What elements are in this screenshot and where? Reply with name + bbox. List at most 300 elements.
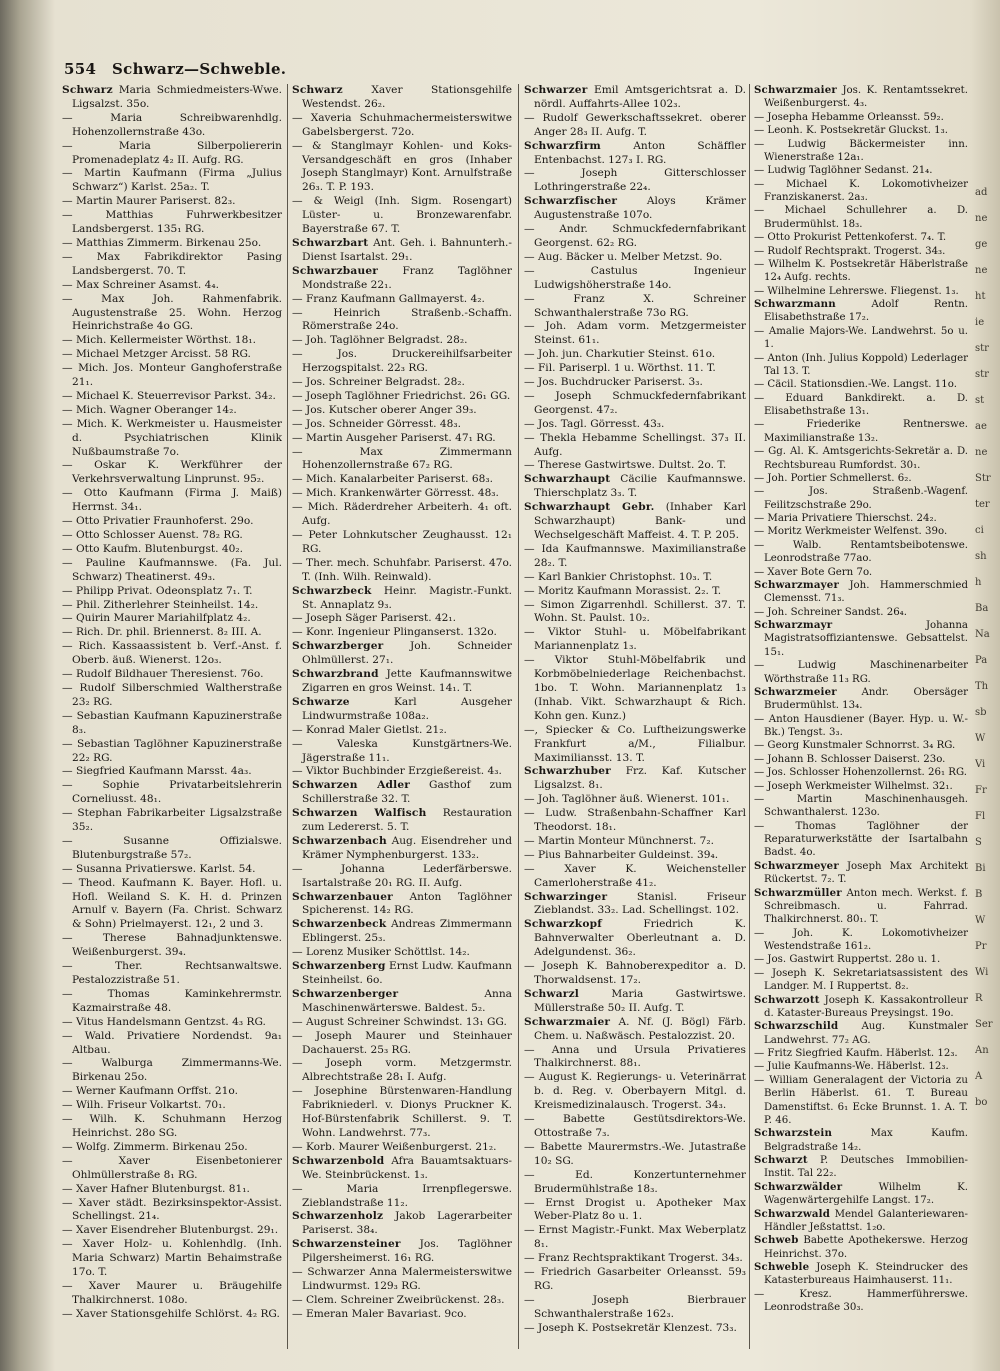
- directory-entry: [754, 445, 968, 472]
- directory-entry: [754, 860, 968, 887]
- directory-entry: [524, 362, 746, 376]
- column-divider: [518, 84, 519, 1349]
- directory-entry: [62, 932, 282, 960]
- directory-entry: [524, 891, 746, 919]
- directory-entry: [754, 1074, 968, 1128]
- entry-text: — Viktor Stuhl-Möbelfabrik und Korbmöbelniederlage Reichenbachst. 1bo. T. Wohn. Mariannenplatz 1₃ (Inhab. Vikt. Schwarzhaupt & Rich. Kohn gen. Kunz.): [524, 654, 746, 722]
- directory-entry: [754, 1020, 968, 1047]
- entry-text: — Jos. Tagl. Görresst. 43₃.: [524, 417, 665, 430]
- entry-text: — Otto Prokurist Pettenkoferst. 7₄. T.: [754, 232, 947, 244]
- edge-fragment: ge: [975, 239, 988, 250]
- entry-text: — Ther. Rechtsanwaltswe. Pestalozzistraße 51.: [62, 960, 282, 986]
- directory-entry: [62, 779, 282, 807]
- entry-text: — Otto Kaufm. Blutenburgst. 40₂.: [62, 542, 243, 555]
- directory-entry: [524, 112, 746, 140]
- edge-fragment: Vi: [975, 759, 986, 770]
- entry-text: Joseph K. Kassakontrolleur d. Kataster-Bureaus Preysingst. 19o.: [764, 994, 968, 1019]
- entry-text: Anton Schäffler Entenbachst. 127₃ I. RG.: [534, 139, 746, 166]
- directory-entry: [292, 112, 512, 140]
- entry-text: — Fritz Siegfried Kaufm. Häberlst. 12₃.: [754, 1048, 958, 1059]
- directory-entry: [754, 766, 968, 779]
- entry-text: — Rich. Dr. phil. Briennerst. 8₂ III. A.: [62, 626, 262, 639]
- entry-text: Anna Maschinenwärterswe. Baldest. 5₂.: [302, 987, 512, 1014]
- entry-text: — Joseph Schmuckfedernfabrikant Georgenst. 47₂.: [524, 389, 746, 416]
- entry-text: — Otto Privatier Fraunhoferst. 29o.: [62, 515, 254, 528]
- entry-text: — Emeran Maler Bavariast. 9co.: [292, 1307, 467, 1320]
- directory-column-1: [62, 84, 282, 1354]
- entry-text: — Viktor Buchbinder Erzgießereist. 4₃.: [292, 765, 502, 778]
- entry-text: — Viktor Stuhl- u. Möbelfabrikant Mariannenplatz 1₃.: [524, 626, 746, 653]
- directory-entry: [62, 988, 282, 1016]
- entry-text: — Wilhelmine Lehrerswe. Fliegenst. 1₃.: [754, 285, 959, 297]
- directory-entry: [754, 780, 968, 793]
- directory-entry: [524, 376, 746, 390]
- edge-fragment: Bi: [975, 863, 986, 874]
- directory-entry: [62, 1224, 282, 1238]
- directory-entry: [524, 293, 746, 321]
- entry-text: — Joh. K. Lokomotivheizer Westendstraße 161₂.: [754, 927, 968, 952]
- entry-text: — Ludw. Straßenbahn-Schaffner Karl Theodorst. 18₁.: [524, 807, 746, 834]
- directory-entry: [524, 1294, 746, 1322]
- entry-text: Jos. Taglöhner Pilgersheimerst. 16₁ RG.: [302, 1238, 512, 1265]
- entry-text: — Wilh. Friseur Volkartst. 70₁.: [62, 1099, 226, 1112]
- directory-entry: [524, 960, 746, 988]
- edge-fragment: Str: [975, 473, 991, 484]
- entry-text: — Siegfried Kaufmann Marsst. 4a₃.: [62, 765, 252, 778]
- entry-text: Anton Taglöhner Spicherenst. 14₂ RG.: [302, 890, 512, 917]
- directory-entry: [524, 724, 746, 766]
- directory-entry: [62, 863, 282, 877]
- directory-entry: [524, 84, 746, 112]
- directory-entry: [292, 418, 512, 432]
- entry-text: — Rich. Kassaassistent b. Verf.-Anst. f. Oberb. äuß. Wienerst. 12o₃.: [62, 640, 282, 667]
- entry-text: — Ernst Magistr.-Funkt. Max Weberplatz 8₁.: [524, 1224, 746, 1251]
- directory-entry: [292, 140, 512, 196]
- entry-text: — Sebastian Taglöhner Kapuzinerstraße 22₂ RG.: [62, 737, 282, 764]
- entry-text: — Gg. Al. K. Amtsgerichts-Sekretär a. D. Rechtsbureau Rumfordst. 30₁.: [754, 446, 968, 471]
- entry-surname: Schwarzt: [754, 1154, 808, 1166]
- directory-entry: [292, 891, 512, 919]
- entry-text: — Matthias Fuhrwerkbesitzer Landsbergerst. 135₁ RG.: [62, 209, 282, 236]
- entry-text: — Ed. Konzertunternehmer Brudermühlstraße 18₃.: [524, 1168, 746, 1195]
- entry-text: Andreas Zimmermann Eblingerst. 25₃.: [302, 918, 512, 945]
- edge-fragment: ht: [975, 291, 986, 302]
- entry-text: — Joh. Portier Schmellerst. 6₂.: [754, 472, 912, 484]
- directory-entry: [524, 418, 746, 432]
- entry-text: — Maria Privatiere Thierschst. 24₂.: [754, 513, 937, 524]
- entry-text: Cäcilie Kaufmannswe. Thierschplatz 3₃. T.: [534, 473, 746, 500]
- entry-text: — Joseph Maurer und Steinhauer Dachauerst. 25₃ RG.: [292, 1029, 512, 1056]
- edge-fragment: ne: [975, 447, 988, 458]
- entry-text: — Joh. Adam vorm. Metzgermeister Steinst. 61₁.: [524, 320, 746, 347]
- directory-entry: [754, 84, 968, 111]
- directory-entry: [524, 223, 746, 251]
- edge-fragment: str: [975, 369, 989, 380]
- entry-surname: Schwarzberger: [292, 640, 384, 653]
- edge-fragment: W: [975, 915, 986, 926]
- entry-text: — Franz Kaufmann Gallmayerst. 4₂.: [292, 292, 485, 305]
- entry-text: Joh. Schneider Ohlmüllerst. 27₁.: [302, 640, 512, 667]
- directory-entry: [62, 362, 282, 390]
- directory-entry: [62, 334, 282, 348]
- entry-text: — Pauline Kaufmannswe. (Fa. Jul. Schwarz) Theatinerst. 49₃.: [62, 556, 282, 583]
- directory-entry: [524, 1197, 746, 1225]
- entry-text: — Joseph K. Sekretariatsassistent des Landger. M. I Ruppertst. 8₂.: [754, 967, 968, 993]
- entry-text: — Otto Schlosser Auenst. 78₂ RG.: [62, 529, 243, 541]
- entry-text: — Susanna Privatierswe. Karlst. 54.: [62, 862, 256, 875]
- directory-entry: [524, 348, 746, 362]
- directory-entry: [62, 1308, 282, 1322]
- entry-text: — Mich. K. Werkmeister u. Hausmeister d. Psychiatrischen Klinik Nußbaumstraße 7o.: [62, 417, 282, 458]
- directory-entry: [292, 640, 512, 668]
- entry-text: Maria Gastwirtswe. Müllerstraße 50₂ II. Aufg. T.: [534, 987, 746, 1014]
- directory-entry: [524, 918, 746, 960]
- entry-text: — Therese Bahnadjunktenswe. Weißenburgerst. 39₄.: [62, 932, 282, 959]
- entry-text: — Pius Bahnarbeiter Guldeinst. 39₄.: [524, 848, 719, 861]
- directory-entry: [62, 1155, 282, 1183]
- directory-column-2: [292, 84, 512, 1354]
- directory-entry: [524, 765, 746, 793]
- directory-entry: [754, 1234, 968, 1261]
- directory-entry: [754, 245, 968, 258]
- directory-entry: [754, 378, 968, 391]
- directory-entry: [292, 1308, 512, 1322]
- directory-entry: [524, 167, 746, 195]
- entry-text: (Inhaber Karl Schwarzhaupt) Bank- und Wechselgeschäft Maffeist. 4. T. P. 205.: [534, 501, 746, 541]
- directory-entry: [292, 293, 512, 307]
- entry-text: — Werner Kaufmann Orffst. 21o.: [62, 1085, 238, 1098]
- entry-text: — Xaver Eisenbetonierer Ohlmüllerstraße 8₁ RG.: [62, 1154, 282, 1181]
- directory-entry: [754, 298, 968, 325]
- directory-entry: [524, 251, 746, 265]
- entry-text: Frz. Kaf. Kutscher Ligsalzst. 8₁.: [534, 765, 746, 792]
- entry-text: — Joseph Säger Pariserst. 42₁.: [292, 612, 457, 625]
- entry-surname: Schwarzkopf: [524, 918, 602, 931]
- entry-text: — Max Schreiner Asamst. 4₄.: [62, 278, 219, 291]
- edge-fragment: S: [975, 837, 982, 848]
- directory-entry: [62, 960, 282, 988]
- entry-text: Wilhelm K. Wagenwärtergehilfe Langst. 17₂.: [764, 1181, 968, 1207]
- edge-fragment: h: [975, 577, 982, 588]
- entry-text: — Vitus Handelsmann Gentzst. 4₃ RG.: [62, 1015, 266, 1028]
- entry-text: — Joh. Schreiner Sandst. 26₄.: [754, 606, 908, 618]
- entry-text: Afra Bauamtsaktuars-We. Steinbrückenst. 1₃.: [302, 1154, 512, 1181]
- directory-entry: [524, 1016, 746, 1044]
- directory-entry: [524, 585, 746, 599]
- entry-surname: Schwarzhaupt Gebr.: [524, 501, 655, 514]
- directory-entry: [754, 258, 968, 285]
- entry-text: — Ther. mech. Schuhfabr. Pariserst. 47o. T. (Inh. Wilh. Reinwald).: [292, 556, 512, 583]
- entry-text: Jakob Lagerarbeiter Pariserst. 38₄.: [302, 1210, 512, 1237]
- directory-entry: [524, 390, 746, 418]
- entry-surname: Schwarzstein: [754, 1127, 833, 1140]
- directory-entry: [754, 1154, 968, 1181]
- entry-text: — Babette Gestütsdirektors-We. Ottostraße 7₃.: [524, 1113, 746, 1139]
- entry-text: — Ludwig Taglöhner Sedanst. 21₄.: [754, 165, 933, 177]
- edge-fragment: Fr: [975, 785, 987, 796]
- entry-text: — Philipp Privat. Odeonsplatz 7₁. T.: [62, 584, 253, 597]
- entry-text: — Xaver Bote Gern 7o.: [754, 566, 873, 578]
- entry-text: — Konr. Ingenieur Plinganserst. 132o.: [292, 626, 497, 639]
- directory-entry: [754, 579, 968, 606]
- entry-surname: Schwarzenberg: [292, 960, 386, 973]
- directory-entry: [754, 525, 968, 538]
- entry-text: — Walb. Rentamtsbeibotenswe. Leonrodstraße 77ao.: [754, 539, 968, 565]
- directory-entry: [754, 994, 968, 1021]
- directory-entry: [754, 793, 968, 820]
- directory-entry: [754, 231, 968, 244]
- directory-entry: [754, 1208, 968, 1235]
- directory-entry: [524, 571, 746, 585]
- entry-text: — Maria Schreibwarenhdlg. Hohenzollernstraße 43o.: [62, 111, 282, 138]
- entry-surname: Schweb: [754, 1234, 799, 1247]
- entry-text: Adolf Rentn. Elisabethstraße 17₂.: [764, 299, 968, 324]
- directory-entry: [292, 585, 512, 613]
- entry-text: — Maria Irrenpflegerswe. Zieblandstraße 11₂.: [292, 1182, 512, 1209]
- entry-text: —, Spiecker & Co. Luftheizungswerke Frankfurt a/M., Filialbur. Maximiliansst. 13. T.: [524, 723, 746, 764]
- directory-entry: [292, 696, 512, 724]
- directory-entry: [524, 654, 746, 724]
- directory-entry: [754, 927, 968, 954]
- directory-entry: [62, 515, 282, 529]
- column-divider: [287, 84, 288, 1349]
- entry-text: — Fil. Pariserpl. 1 u. Wörthst. 11. T.: [524, 362, 716, 375]
- entry-text: — Mich. Kanalarbeiter Pariserst. 68₃.: [292, 473, 493, 486]
- entry-surname: Schwarzinger: [524, 890, 608, 903]
- directory-entry: [754, 124, 968, 137]
- directory-entry: [62, 529, 282, 543]
- entry-text: — Jos. Kutscher oberer Anger 39₃.: [292, 403, 477, 416]
- entry-text: — Friedrich Gasarbeiter Orleansst. 59₃ RG.: [524, 1266, 746, 1292]
- entry-surname: Schwarzmaier: [754, 84, 837, 96]
- directory-entry: [524, 988, 746, 1016]
- directory-entry: [524, 835, 746, 849]
- entry-text: — Ida Kaufmannswe. Maximilianstraße 28₂. T.: [524, 542, 746, 569]
- entry-text: — Joseph Taglöhner Friedrichst. 26₁ GG.: [292, 389, 511, 402]
- entry-text: — Anton Hausdiener (Bayer. Hyp. u. W.-Bk.) Tengst. 3₃.: [754, 713, 968, 738]
- entry-text: — Jos. Schlosser Hohenzollernst. 26₁ RG.: [754, 767, 967, 779]
- entry-text: — Jos. Druckereihilfsarbeiter Herzogspitalst. 22₃ RG.: [292, 348, 512, 375]
- entry-text: — Xaver städt. Bezirksinspektor-Assist. Schellingst. 21₄.: [62, 1196, 282, 1223]
- entry-text: — Moritz Werkmeister Welfenst. 39o.: [754, 526, 948, 538]
- entry-text: — Peter Lohnkutscher Zeughausst. 12₁ RG.: [292, 529, 512, 555]
- directory-entry: [292, 1266, 512, 1294]
- entry-surname: Schwarzmayr: [754, 619, 833, 631]
- entry-surname: Schwarzmüller: [754, 886, 842, 899]
- directory-entry: [524, 1224, 746, 1252]
- directory-entry: [292, 195, 512, 237]
- entry-text: — Cäcil. Stationsdien.-We. Langst. 11o.: [754, 379, 957, 391]
- entry-surname: Schwarzbart: [292, 236, 369, 249]
- directory-entry: [754, 1060, 968, 1073]
- directory-entry: [754, 967, 968, 994]
- edge-fragment: Na: [975, 629, 990, 640]
- directory-entry: [292, 529, 512, 557]
- edge-fragment: ter: [975, 499, 990, 510]
- entry-text: — Oskar K. Werkführer der Verkehrsverwaltung Linprunst. 95₂.: [62, 459, 282, 486]
- running-head: Schwarz—Schweble.: [112, 60, 287, 78]
- entry-text: — Rudolf Rechtsprakt. Trogerst. 34₃.: [754, 245, 946, 257]
- entry-surname: Schwarzmeyer: [754, 859, 839, 872]
- page-header: [64, 60, 934, 82]
- directory-entry: [292, 473, 512, 487]
- directory-entry: [292, 265, 512, 293]
- entry-text: — Valeska Kunstgärtners-We. Jägerstraße 11₁.: [292, 737, 512, 764]
- directory-entry: [62, 543, 282, 557]
- entry-text: — Rudolf Silberschmied Waltherstraße 23₂ RG.: [62, 681, 282, 708]
- entry-text: Xaver Stationsgehilfe Westendst. 26₂.: [302, 84, 512, 110]
- entry-surname: Schwarzensteiner: [292, 1238, 401, 1251]
- directory-entry: [524, 1169, 746, 1197]
- entry-text: — Jos. Schreiner Belgradst. 28₂.: [292, 376, 465, 389]
- entry-text: — Ernst Drogist u. Apotheker Max Weber-Platz 8o u. 1.: [524, 1196, 746, 1223]
- entry-surname: Schwarzwälder: [754, 1180, 843, 1193]
- directory-entry: [62, 877, 282, 933]
- directory-entry: [62, 487, 282, 515]
- entry-text: — Otto Kaufmann (Firma J. Maiß) Herrnst. 34₁.: [62, 487, 282, 514]
- entry-surname: Schwarzmeier: [754, 685, 837, 698]
- directory-entry: [754, 953, 968, 966]
- entry-text: — Amalie Majors-We. Landwehrst. 5o u. 1.: [754, 325, 968, 351]
- entry-text: Heinr. Magistr.-Funkt. St. Annaplatz 9₃.: [302, 584, 512, 611]
- directory-entry: [292, 738, 512, 766]
- edge-fragment: ie: [975, 317, 985, 328]
- edge-fragment: sh: [975, 551, 987, 562]
- entry-text: — Martin Maurer Pariserst. 82₃.: [62, 195, 236, 208]
- directory-entry: [292, 612, 512, 626]
- entry-surname: Schwarzmaier: [524, 1015, 611, 1028]
- directory-entry: [292, 724, 512, 738]
- directory-entry: [292, 446, 512, 474]
- directory-entry: [292, 237, 512, 265]
- directory-entry: [754, 472, 968, 485]
- entry-text: — Jos. Straßenb.-Wagenf. Feilitzschstraße 29o.: [754, 486, 968, 511]
- entry-text: — Michael K. Steuerrevisor Parkst. 34₂.: [62, 389, 276, 402]
- directory-entry: [62, 84, 282, 112]
- edge-fragment: ci: [975, 525, 984, 536]
- entry-text: — Jos. Schneider Görresst. 48₃.: [292, 417, 461, 430]
- entry-text: — Stephan Fabrikarbeiter Ligsalzstraße 35₂.: [62, 807, 282, 834]
- entry-surname: Schwarzott: [754, 993, 820, 1006]
- entry-text: — Quirin Maurer Mariahilfplatz 4₂.: [62, 612, 251, 625]
- directory-entry: [292, 960, 512, 988]
- entry-text: — Matthias Zimmerm. Birkenau 25o.: [62, 236, 262, 249]
- entry-surname: Schwarze: [292, 695, 350, 708]
- directory-entry: [292, 1210, 512, 1238]
- entry-text: — Mich. Krankenwärter Görresst. 48₃.: [292, 487, 499, 500]
- edge-fragment: ae: [975, 421, 987, 432]
- entry-text: — Ludwig Maschinenarbeiter Wörthstraße 11₃ RG.: [754, 660, 968, 685]
- directory-entry: [62, 112, 282, 140]
- edge-fragment: Ba: [975, 603, 989, 614]
- directory-entry: [292, 946, 512, 960]
- directory-entry: [524, 793, 746, 807]
- entry-text: — Josepha Hebamme Orleansst. 59₂.: [754, 111, 944, 123]
- directory-entry: [292, 1141, 512, 1155]
- entry-text: Ant. Geh. i. Bahnunterh.-Dienst Isartalst. 29₁.: [302, 236, 512, 263]
- entry-text: — Konrad Maler Gietlst. 21₂.: [292, 723, 447, 736]
- edge-fragment: Pa: [975, 655, 988, 666]
- entry-text: Joseph Max Architekt Rückertst. 7₂. T.: [764, 860, 968, 886]
- entry-text: — Franz X. Schreiner Schwanthalerstraße 73o RG.: [524, 292, 746, 319]
- edge-fragment: ne: [975, 213, 988, 224]
- entry-text: — Joh. jun. Charkutier Steinst. 61o.: [524, 348, 716, 361]
- directory-entry: [62, 640, 282, 668]
- entry-text: — Xaveria Schuhmachermeisterswitwe Gabelsbergerst. 72o.: [292, 111, 512, 138]
- directory-entry: [292, 1238, 512, 1266]
- directory-entry: [754, 739, 968, 752]
- entry-text: — Thomas Taglöhner der Reparaturwerkstätte der Isartalbahn Badst. 4o.: [754, 820, 968, 859]
- directory-entry: [292, 779, 512, 807]
- entry-text: Maria Schmiedmeisters-Wwe. Ligsalzst. 35o.: [72, 84, 282, 110]
- directory-entry: [62, 585, 282, 599]
- edge-fragment: ad: [975, 187, 988, 198]
- directory-entry: [292, 863, 512, 891]
- entry-text: — Jos. Gastwirt Ruppertst. 28o u. 1.: [754, 954, 941, 966]
- entry-surname: Schwarzenbeck: [292, 918, 387, 931]
- directory-entry: [62, 835, 282, 863]
- directory-entry: [292, 334, 512, 348]
- entry-text: Joh. Hammerschmied Clemensst. 71₃.: [764, 579, 968, 605]
- directory-column-4: [754, 84, 968, 1354]
- directory-entry: [292, 376, 512, 390]
- entry-surname: Schwarzenberger: [292, 987, 399, 1000]
- directory-entry: [292, 432, 512, 446]
- directory-entry: [62, 1183, 282, 1197]
- entry-text: — August K. Regierungs- u. Veterinärrat b. d. Reg. v. Oberbayern Mitgl. d. Kreismedizinalausch. Trogerst. 34₃.: [524, 1071, 746, 1112]
- directory-entry: [524, 195, 746, 223]
- directory-entry: [292, 668, 512, 696]
- entry-surname: Schwarzen Adler: [292, 779, 411, 792]
- page-number: 554: [64, 60, 97, 78]
- directory-entry: [524, 1322, 746, 1336]
- directory-entry: [62, 195, 282, 209]
- directory-entry: [62, 1030, 282, 1058]
- entry-text: Johanna Magistratsoffiziantenswe. Gebsattelst. 15₁.: [764, 620, 968, 658]
- entry-text: Max Kaufm. Belgradstraße 14₂.: [764, 1128, 968, 1153]
- edge-fragment: Wi: [975, 967, 989, 978]
- entry-text: — William Generalagent der Victoria zu Berlin Häberlst. 61. T. Bureau Damenstiftst. 6₁ Ecke Brunnst. 1. A. T. P. 46.: [754, 1074, 968, 1126]
- directory-entry: [292, 557, 512, 585]
- entry-surname: Schweble: [754, 1261, 810, 1273]
- entry-text: — Xaver Eisendreher Blutenburgst. 29₁.: [62, 1224, 279, 1237]
- directory-entry: [62, 1238, 282, 1280]
- entry-text: — Martin Monteur Münchnerst. 7₂.: [524, 834, 715, 847]
- entry-text: — & Stanglmayr Kohlen- und Koks-Versandgeschäft en gros (Inhaber Joseph Stanglmayr) Kont. Arnulfstraße 26₃. T. P. 193.: [292, 139, 512, 194]
- directory-entry: [524, 432, 746, 460]
- entry-text: — Xaver Hafner Blutenburgst. 81₁.: [62, 1182, 250, 1195]
- entry-text: — Sophie Privatarbeitslehrerin Corneliusst. 48₁.: [62, 779, 282, 806]
- directory-entry: [524, 265, 746, 293]
- directory-entry: [292, 1016, 512, 1030]
- entry-surname: Schwarzhaupt: [524, 473, 611, 486]
- entry-text: — Thomas Kaminkehrermstr. Kazmairstraße 48.: [62, 987, 282, 1014]
- entry-text: — Thekla Hebamme Schellingst. 37₃ II. Aufg.: [524, 431, 746, 458]
- directory-entry: [292, 765, 512, 779]
- directory-entry: [754, 164, 968, 177]
- entry-text: Joseph K. Steindrucker des Katasterbureaus Haimhauserst. 11₁.: [764, 1262, 968, 1287]
- directory-entry: [524, 1044, 746, 1072]
- directory-entry: [754, 686, 968, 713]
- entry-text: — Xaver Stationsgehilfe Schlörst. 4₂ RG.: [62, 1307, 280, 1320]
- entry-text: — Julie Kaufmanns-We. Häberlst. 12₃.: [754, 1061, 949, 1073]
- entry-surname: Schwarzer: [524, 84, 588, 96]
- directory-entry: [62, 209, 282, 237]
- entry-text: — Anna und Ursula Privatieres Thalkirchnerst. 88₁.: [524, 1043, 746, 1070]
- entry-text: — Babette Maurermstrs.-We. Jutastraße 10₂ SG.: [524, 1140, 746, 1167]
- directory-entry: [62, 1141, 282, 1155]
- entry-surname: Schwarzbrand: [292, 668, 379, 681]
